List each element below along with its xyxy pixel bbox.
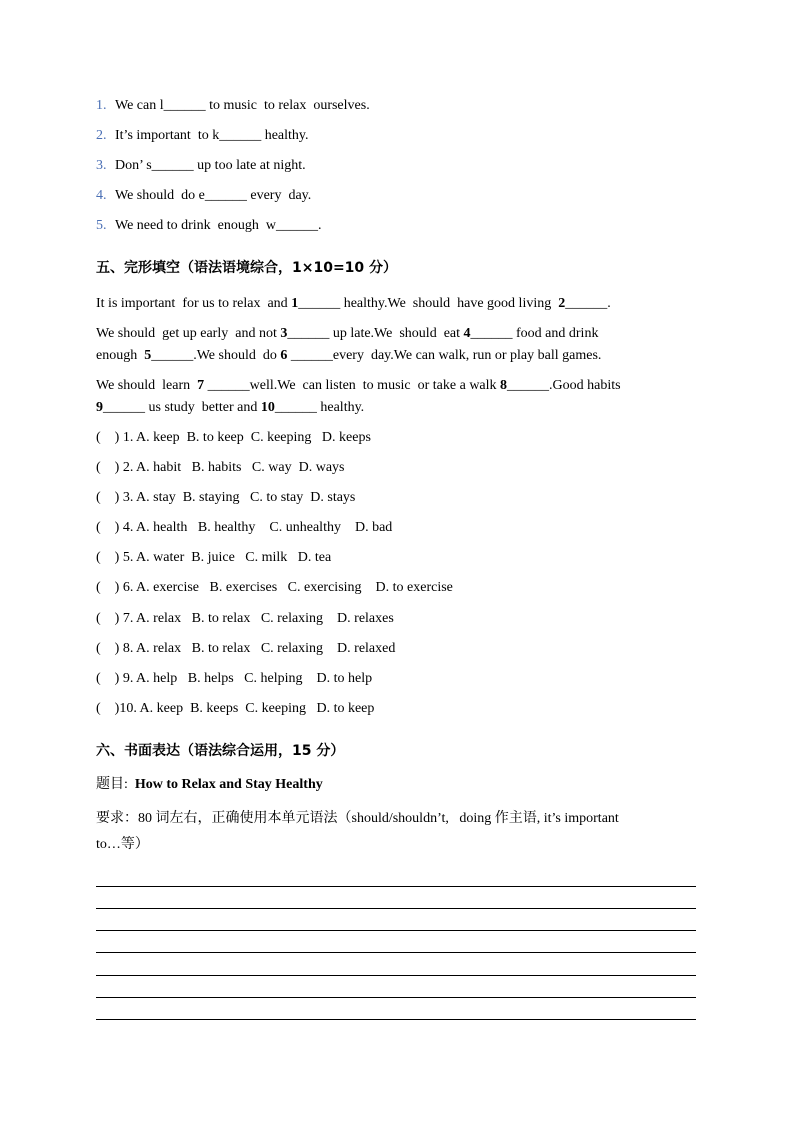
- fill-in-item: 4. We should do e______ every day.: [96, 188, 312, 203]
- passage-line: It is important for us to relax and 1______ healthy.We should have good living 2______.: [96, 296, 611, 311]
- writing-line[interactable]: [96, 1019, 696, 1020]
- fill-in-item: 1. We can l______ to music to relax ourselves.: [96, 98, 370, 113]
- fill-in-item: 3. Don’ s______ up too late at night.: [96, 158, 306, 173]
- fill-in-item: 5. We need to drink enough w______.: [96, 218, 322, 233]
- choice-item: ( ) 6. A. exercise B. exercises C. exercising D. to exercise: [96, 580, 453, 595]
- choice-item: ( ) 9. A. help B. helps C. helping D. to help: [96, 671, 373, 686]
- choice-item: ( ) 1. A. keep B. to keep C. keeping D. keeps: [96, 430, 371, 445]
- writing-line[interactable]: [96, 908, 696, 909]
- choice-item: ( ) 2. A. habit B. habits C. way D. ways: [96, 460, 345, 475]
- choice-item: ( )10. A. keep B. keeps C. keeping D. to keep: [96, 701, 375, 716]
- writing-topic: 题目: How to Relax and Stay Healthy: [96, 777, 323, 792]
- writing-line[interactable]: [96, 975, 696, 976]
- section6-title: 六、书面表达（语法综合运用，15 分）: [96, 743, 345, 759]
- writing-line[interactable]: [96, 952, 696, 953]
- passage-line: enough 5______.We should do 6 ______every day.We can walk, run or play ball games.: [96, 348, 602, 363]
- choice-item: ( ) 8. A. relax B. to relax C. relaxing D. relaxed: [96, 641, 396, 656]
- passage-line: We should learn 7 ______well.We can listen to music or take a walk 8______.Good habits: [96, 378, 621, 393]
- writing-requirements-cont: to…等）: [96, 837, 149, 852]
- writing-requirements: 要求：80 词左右，正确使用本单元语法（should/shouldn’t, doing 作主语, it’s important: [96, 811, 619, 826]
- writing-line[interactable]: [96, 886, 696, 887]
- choice-item: ( ) 3. A. stay B. staying C. to stay D. stays: [96, 490, 356, 505]
- choice-item: ( ) 5. A. water B. juice C. milk D. tea: [96, 550, 332, 565]
- passage-line: 9______ us study better and 10______ healthy.: [96, 400, 365, 415]
- fill-in-item: 2. It’s important to k______ healthy.: [96, 128, 309, 143]
- choice-item: ( ) 4. A. health B. healthy C. unhealthy D. bad: [96, 520, 393, 535]
- writing-line[interactable]: [96, 930, 696, 931]
- writing-line[interactable]: [96, 997, 696, 998]
- choice-item: ( ) 7. A. relax B. to relax C. relaxing D. relaxes: [96, 611, 394, 626]
- passage-line: We should get up early and not 3______ up late.We should eat 4______ food and drink: [96, 326, 599, 341]
- section5-title: 五、完形填空（语法语境综合，1×10=10 分）: [96, 260, 398, 276]
